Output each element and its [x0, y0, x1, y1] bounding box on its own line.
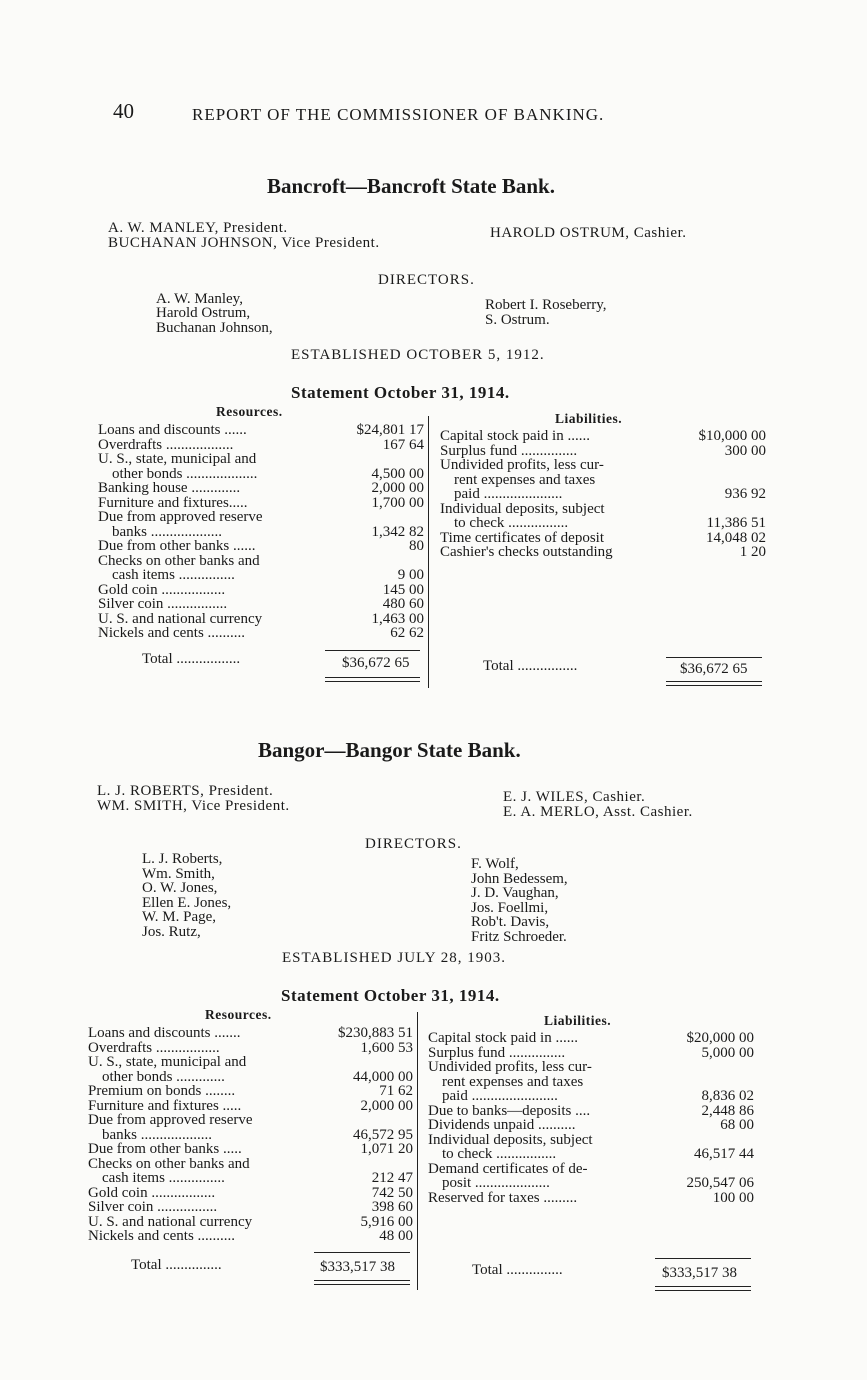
director-name: Jos. Rutz, [142, 923, 201, 940]
double-rule [655, 1286, 751, 1287]
ledger-label: Surplus fund ............... [428, 1044, 566, 1061]
page-number: 40 [113, 99, 134, 123]
director-name: O. W. Jones, [142, 880, 218, 896]
ledger-row [428, 1031, 754, 1046]
double-rule [666, 681, 762, 682]
ledger-row [98, 597, 424, 612]
ledger-amount: 71 62 [379, 1083, 413, 1099]
ledger-label: Capital stock paid in ...... [440, 428, 590, 444]
ledger-row [428, 1089, 754, 1104]
ledger-label: Due from other banks ...... [98, 538, 256, 554]
ledger-label: Capital stock paid in ...... [428, 1030, 578, 1046]
ledger-label: Gold coin ................. [98, 581, 226, 598]
ledger-amount: 68 00 [720, 1117, 754, 1133]
ledger-label: cash items ............... [102, 1170, 225, 1186]
ledger-label: Undivided profits, less cur- [440, 457, 604, 473]
liabilities-total-label: Total ................ [483, 658, 578, 674]
established-date: ESTABLISHED JULY 28, 1903. [282, 950, 506, 966]
director-name: F. Wolf, [471, 856, 519, 872]
bank-title: Bancroft—Bancroft State Bank. [267, 174, 555, 198]
ledger-label: Undivided profits, less cur- [428, 1059, 592, 1075]
ledger-label: U. S. and national currency [98, 610, 263, 627]
director-name: Wm. Smith, [142, 865, 215, 882]
director-name: Ellen E. Jones, [142, 894, 232, 911]
ledger-label: banks ................... [112, 523, 222, 540]
ledger-row [440, 516, 766, 531]
officer-vice-president: BUCHANAN JOHNSON, Vice President. [108, 235, 380, 251]
liabilities-heading: Liabilities. [555, 411, 623, 426]
ledger-label: Silver coin ................ [88, 1199, 218, 1215]
director-name: John Bedessem, [471, 870, 568, 887]
ledger-label: Due from other banks ..... [88, 1141, 242, 1157]
resources-total-label: Total ............... [131, 1257, 222, 1273]
ledger-label: Banking house ............. [98, 480, 241, 496]
statement-title: Statement October 31, 1914. [291, 383, 510, 402]
ledger-label: Due from approved reserve [88, 1112, 253, 1128]
ledger-row [88, 1113, 413, 1128]
director-name: Robert I. Roseberry, [485, 297, 607, 313]
ledger-label: Furniture and fixtures ..... [88, 1097, 242, 1114]
officer-cashier: E. J. WILES, Cashier. [503, 789, 646, 805]
ledger-amount: 4,500 00 [371, 465, 424, 482]
ledger-label: rent expenses and taxes [442, 1073, 584, 1090]
ledger-amount: 2,448 86 [701, 1102, 754, 1119]
officer-president: A. W. MANLEY, President. [108, 220, 288, 236]
ledger-label: Checks on other banks and [98, 552, 260, 569]
ledger-label: Furniture and fixtures..... [98, 494, 248, 511]
established-date: ESTABLISHED OCTOBER 5, 1912. [291, 347, 545, 363]
double-rule [325, 681, 420, 682]
ledger-amount: 1,071 20 [360, 1141, 413, 1157]
ledger-label: Individual deposits, subject [440, 500, 605, 517]
ledger-amount: 1 20 [739, 544, 766, 560]
liabilities-total: $36,672 65 [680, 661, 748, 677]
ledger-amount: 48 00 [379, 1228, 413, 1244]
director-name: J. D. Vaughan, [471, 885, 559, 901]
double-rule [314, 1280, 410, 1281]
resources-heading: Resources. [216, 404, 283, 419]
ledger-row [98, 452, 424, 467]
ledger-label: banks ................... [102, 1126, 212, 1143]
ledger-label: Checks on other banks and [88, 1155, 250, 1172]
ledger-label: Dividends unpaid .......... [428, 1117, 576, 1133]
total-rule [314, 1252, 410, 1253]
director-name: Buchanan Johnson, [156, 320, 273, 336]
ledger-row [88, 1084, 413, 1099]
ledger-row [98, 568, 424, 583]
liabilities-total-label: Total ............... [472, 1262, 563, 1278]
statement-title: Statement October 31, 1914. [281, 986, 500, 1005]
ledger-label: Loans and discounts ....... [88, 1025, 241, 1041]
ledger-amount: 398 60 [371, 1199, 413, 1215]
resources-heading: Resources. [205, 1007, 272, 1022]
officer-asst-cashier: E. A. MERLO, Asst. Cashier. [503, 804, 693, 820]
ledger-label: Premium on bonds ........ [88, 1083, 236, 1099]
double-rule [325, 677, 420, 678]
ledger-amount: 5,000 00 [701, 1044, 754, 1061]
ledger-row [428, 1147, 754, 1162]
double-rule [655, 1290, 751, 1291]
ledger-amount: $230,883 51 [338, 1025, 413, 1041]
ledger-label: other bonds ................... [112, 465, 258, 482]
director-name: Harold Ostrum, [156, 305, 251, 321]
ledger-row [428, 1191, 754, 1206]
ledger-row [88, 1026, 413, 1041]
column-divider [417, 1012, 418, 1290]
ledger-amount: 8,836 02 [701, 1088, 754, 1104]
director-name: A. W. Manley, [156, 291, 243, 307]
directors-heading: DIRECTORS. [378, 272, 475, 288]
total-rule [325, 650, 420, 651]
ledger-amount: 145 00 [382, 581, 424, 598]
resources-total: $333,517 38 [320, 1259, 395, 1275]
ledger-amount: 1,342 82 [371, 523, 424, 540]
ledger-label: Reserved for taxes ......... [428, 1189, 578, 1206]
ledger-row [428, 1176, 754, 1191]
liabilities-heading: Liabilities. [544, 1013, 612, 1028]
ledger-row [88, 1142, 413, 1157]
ledger-amount: 14,048 02 [706, 529, 766, 546]
ledger-amount: 742 50 [371, 1184, 413, 1201]
double-rule [314, 1284, 410, 1285]
director-name: W. M. Page, [142, 909, 217, 925]
column-divider [428, 416, 429, 688]
ledger-label: Due from approved reserve [98, 509, 263, 525]
ledger-label: Individual deposits, subject [428, 1131, 593, 1148]
ledger-amount: 5,916 00 [360, 1213, 413, 1230]
ledger-amount: $10,000 00 [698, 428, 766, 444]
double-rule [666, 685, 762, 686]
ledger-amount: 167 64 [382, 436, 424, 453]
ledger-label: U. S., state, municipal and [88, 1054, 247, 1070]
resources-total: $36,672 65 [342, 655, 410, 671]
ledger-amount: 212 47 [371, 1170, 413, 1186]
ledger-amount: 1,463 00 [371, 610, 424, 627]
director-name: Jos. Foellmi, [471, 899, 549, 916]
ledger-row [88, 1171, 413, 1186]
ledger-label: Surplus fund ............... [440, 442, 578, 459]
ledger-label: Demand certificates of de- [428, 1160, 588, 1177]
ledger-row [98, 510, 424, 525]
ledger-amount: 300 00 [724, 442, 766, 459]
ledger-row [98, 423, 424, 438]
directors-heading: DIRECTORS. [365, 836, 462, 852]
liabilities-total: $333,517 38 [662, 1265, 737, 1281]
director-name: Fritz Schroeder. [471, 928, 567, 945]
ledger-label: Time certificates of deposit [440, 529, 604, 546]
ledger-amount: 46,517 44 [694, 1146, 754, 1162]
ledger-amount: 2,000 00 [360, 1097, 413, 1114]
ledger-row [428, 1060, 754, 1075]
ledger-row [88, 1229, 413, 1244]
ledger-amount: 2,000 00 [371, 480, 424, 496]
total-rule [655, 1258, 751, 1259]
director-name: L. J. Roberts, [142, 851, 223, 867]
ledger-label: Cashier's checks outstanding [440, 544, 613, 560]
resources-total-label: Total ................. [142, 651, 241, 667]
ledger-row [440, 487, 766, 502]
ledger-label: other bonds ............. [102, 1068, 225, 1085]
ledger-label: U. S., state, municipal and [98, 451, 257, 467]
ledger-amount: 44,000 00 [353, 1068, 413, 1085]
ledger-amount: $20,000 00 [686, 1030, 754, 1046]
ledger-row [98, 539, 424, 554]
ledger-label: paid ..................... [454, 486, 563, 502]
ledger-label: to check ................ [442, 1146, 557, 1162]
ledger-amount: 250,547 06 [686, 1175, 754, 1191]
ledger-row [428, 1118, 754, 1133]
ledger-label: Overdrafts .................. [98, 436, 234, 453]
ledger-label: Nickels and cents .......... [88, 1228, 236, 1244]
ledger-row [440, 429, 766, 444]
ledger-row [98, 481, 424, 496]
ledger-label: Gold coin ................. [88, 1184, 216, 1201]
ledger-amount: 62 62 [390, 625, 424, 641]
bank-title: Bangor—Bangor State Bank. [258, 738, 521, 762]
ledger-amount: 936 92 [724, 486, 766, 502]
ledger-label: to check ................ [454, 515, 569, 531]
ledger-row [98, 626, 424, 641]
ledger-label: Loans and discounts ...... [98, 422, 247, 438]
officer-vice-president: WM. SMITH, Vice President. [97, 798, 290, 814]
ledger-row [88, 1055, 413, 1070]
ledger-amount: 11,386 51 [706, 515, 766, 531]
ledger-label: posit .................... [442, 1175, 550, 1191]
ledger-label: Nickels and cents .......... [98, 625, 246, 641]
ledger-amount: 80 [409, 538, 424, 554]
officer-president: L. J. ROBERTS, President. [97, 783, 274, 799]
ledger-row [440, 458, 766, 473]
ledger-amount: 1,600 53 [360, 1039, 413, 1056]
ledger-label: Due to banks—deposits .... [428, 1102, 591, 1119]
ledger-label: paid ....................... [442, 1088, 558, 1104]
ledger-label: Overdrafts ................. [88, 1039, 220, 1056]
ledger-label: Silver coin ................ [98, 596, 228, 612]
ledger-amount: 9 00 [397, 567, 424, 583]
ledger-label: rent expenses and taxes [454, 471, 596, 488]
ledger-amount: 100 00 [712, 1189, 754, 1206]
director-name: Rob't. Davis, [471, 914, 550, 930]
ledger-amount: 1,700 00 [371, 494, 424, 511]
ledger-label: U. S. and national currency [88, 1213, 253, 1230]
director-name: S. Ostrum. [485, 312, 550, 328]
running-title: REPORT OF THE COMMISSIONER OF BANKING. [192, 105, 605, 124]
ledger-amount: 46,572 95 [353, 1126, 413, 1143]
ledger-label: cash items ............... [112, 567, 235, 583]
ledger-row [440, 545, 766, 560]
ledger-row [88, 1200, 413, 1215]
officer-cashier: HAROLD OSTRUM, Cashier. [490, 225, 687, 241]
ledger-amount: 480 60 [382, 596, 424, 612]
ledger-amount: $24,801 17 [356, 422, 424, 438]
total-rule [666, 657, 762, 658]
